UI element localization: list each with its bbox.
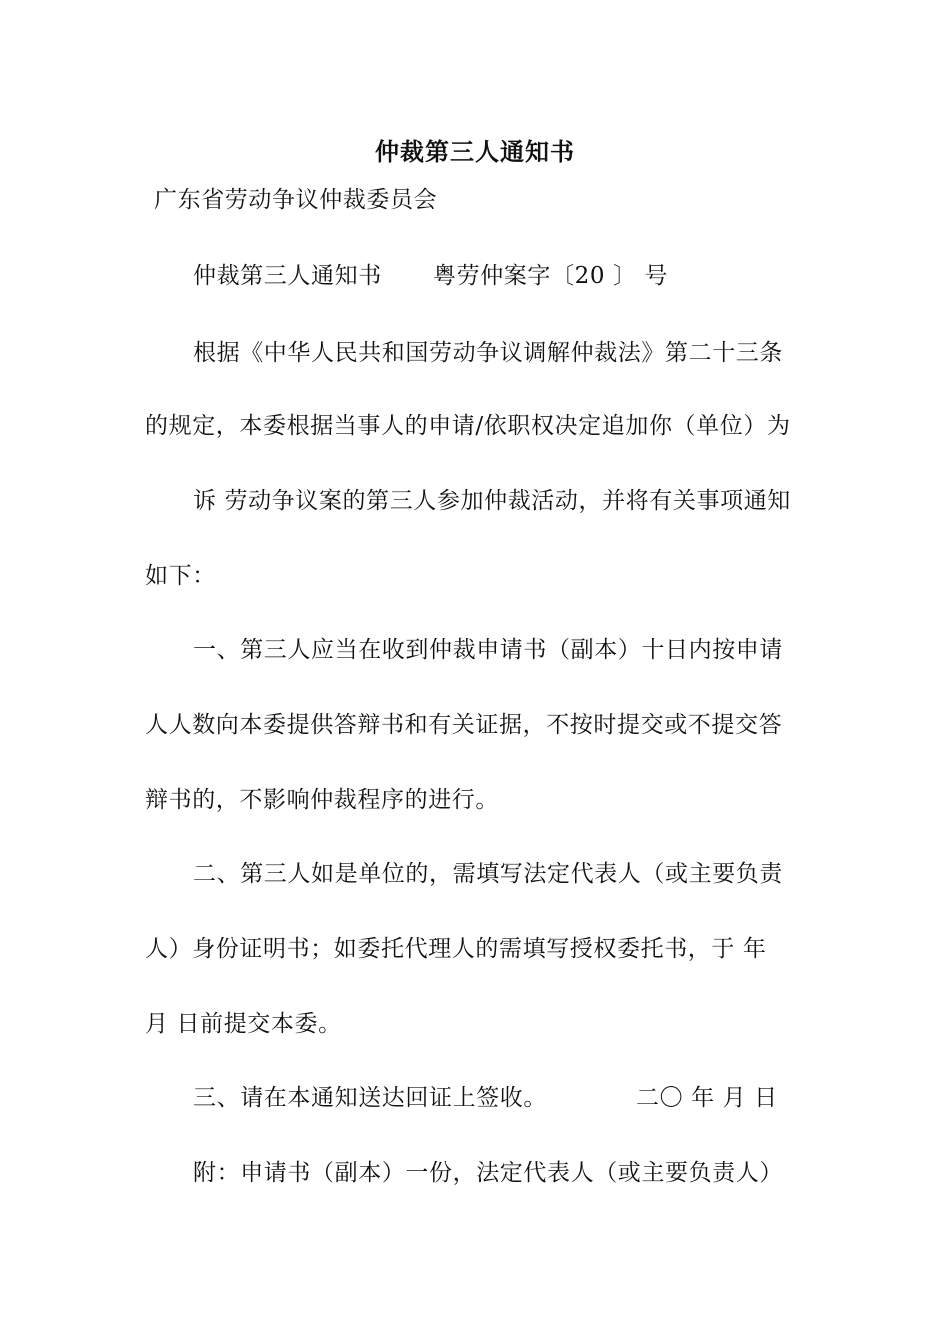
case-number: 粤劳仲案字〔20 〕 号: [433, 263, 669, 289]
paragraph-line: 如下：: [145, 563, 216, 589]
clause-two-line: 人）身份证明书；如委托代理人的需填写授权委托书，于 年: [145, 936, 767, 962]
paragraph-line: 的规定，本委根据当事人的申请/依职权决定追加你（单位）为: [145, 413, 791, 439]
committee-name: 广东省劳动争议仲裁委员会: [154, 187, 438, 213]
document-title: 仲裁第三人通知书: [375, 137, 575, 166]
clause-one-line: 辩书的，不影响仲裁程序的进行。: [145, 787, 499, 813]
notice-label: 仲裁第三人通知书: [193, 263, 382, 289]
clause-three: 三、请在本通知送达回证上签收。: [193, 1085, 547, 1111]
date-line: 二〇 年 月 日: [636, 1085, 778, 1111]
paragraph-line: 根据《中华人民共和国劳动争议调解仲裁法》第二十三条: [193, 340, 783, 366]
attachment-line: 附：申请书（副本）一份，法定代表人（或主要负责人）: [193, 1160, 783, 1186]
clause-one-line: 一、第三人应当在收到仲裁申请书（副本）十日内按申请: [193, 637, 783, 663]
clause-two-line: 二、第三人如是单位的，需填写法定代表人（或主要负责: [193, 861, 783, 887]
clause-two-line: 月 日前提交本委。: [145, 1011, 342, 1037]
paragraph-line: 诉 劳动争议案的第三人参加仲裁活动，并将有关事项通知: [193, 488, 791, 514]
clause-one-line: 人人数向本委提供答辩书和有关证据，不按时提交或不提交答: [145, 712, 783, 738]
